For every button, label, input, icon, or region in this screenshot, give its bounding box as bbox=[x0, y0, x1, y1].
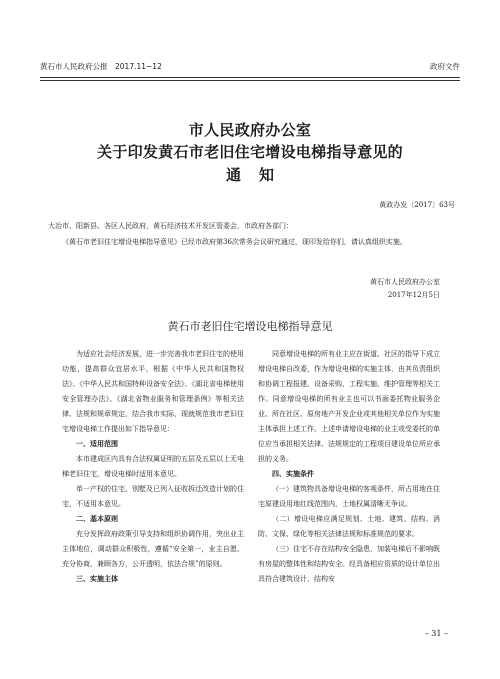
signer: 黄石市人民政府办公室 bbox=[370, 278, 440, 286]
header-publication: 黄石市人民政府公报 2017.11−12 bbox=[40, 62, 162, 71]
section-heading: 四、实施条件 bbox=[272, 470, 314, 478]
right-column bbox=[258, 347, 440, 587]
page-header bbox=[40, 60, 460, 74]
section-heading: 三、实施主体 bbox=[76, 575, 118, 583]
paragraph: （三）住宅不存在结构安全隐患，加装电梯后不影响既有房屋的整体性和结构安全。经具备相应资质的设计单位出具符合建筑设计、结构安 bbox=[258, 545, 440, 583]
document-number: 黄政办发〔2017〕63号 bbox=[379, 201, 455, 209]
paragraph: 单一产权的住宅、别墅及已列入征收拆迁改造计划的住宅，不适用本意见。 bbox=[62, 485, 244, 508]
title-line-3: 通知 bbox=[225, 166, 292, 184]
section-heading: 一、适用范围 bbox=[76, 440, 118, 448]
header-rule-thin bbox=[40, 80, 460, 81]
addressee: 大冶市、阳新县、各区人民政府，黄石经济技术开发区管委会，市政府各部门： bbox=[48, 222, 293, 230]
paragraph: 同意增设电梯的所有业主应在街道、社区的指导下成立增设电梯自改委，作为增设电梯的实施主体，由其负责组织和协调工程报建、设备采购、工程实施、维护管理等相关工作。同意增设电梯的所有业主也可以书面委托物业服务企业、所在社区、原房地产开发企业或其他相关单位作为实施主体承担上述工作。上述申请增设电梯的业主或受委托的单位应当承担相关法律、法规规定的工程项目建设单位所应承担的义务。 bbox=[258, 350, 440, 463]
paragraph: 为适应社会经济发展，进一步完善我市老旧住宅的使用功能，提高群众宜居水平，根据《中华人民共和国物权法》、《中华人民共和国特种设备安全法》、《湖北省电梯使用安全管理办法》、《湖北省物业服务和管理条例》等相关法律、法规和规章规定，结合我市实际，现就规范我市老旧住宅增设电梯工作提出如下指导意见： bbox=[62, 350, 244, 433]
guideline-title: 黄石市老旧住宅增设电梯指导意见 bbox=[167, 320, 333, 333]
title-line-1: 市人民政府办公室 bbox=[188, 121, 312, 139]
header-section: 政府文件 bbox=[430, 62, 460, 71]
paragraph: 充分发挥政府政策引导支持和组织协调作用，突出业主主体地位，调动群众积极性，遵循“安全第一，业主自愿、充分协商，兼顾各方，公开透明，依法合规”的原则。 bbox=[62, 530, 244, 568]
header-rule-thick bbox=[40, 77, 460, 78]
paragraph: （二）增设电梯应满足规划、土地、建筑、结构、消防、文保、绿化等相关法律法规和标准规范的要求。 bbox=[258, 515, 440, 538]
notice-body: 《黄石市老旧住宅增设电梯指导意见》已经市政府第36次常务会议研究通过，现印发给你们，请认真组织实施。 bbox=[62, 238, 407, 246]
page-number: – 31 – bbox=[424, 629, 448, 638]
title-line-2: 关于印发黄石市老旧住宅增设电梯指导意见的 bbox=[96, 143, 403, 161]
sign-date: 2017年12月5日 bbox=[387, 291, 440, 299]
paragraph: （一）建筑物具备增设电梯的客观条件，所占用地在住宅原建设用地红线范围内，土地权属清晰无争议。 bbox=[258, 485, 440, 508]
left-column bbox=[62, 347, 244, 587]
section-heading: 二、基本原则 bbox=[76, 515, 118, 523]
paragraph: 本市建成区内具有合法权属证明的五层及五层以上无电梯老旧住宅，增设电梯时适用本意见。 bbox=[62, 455, 244, 478]
